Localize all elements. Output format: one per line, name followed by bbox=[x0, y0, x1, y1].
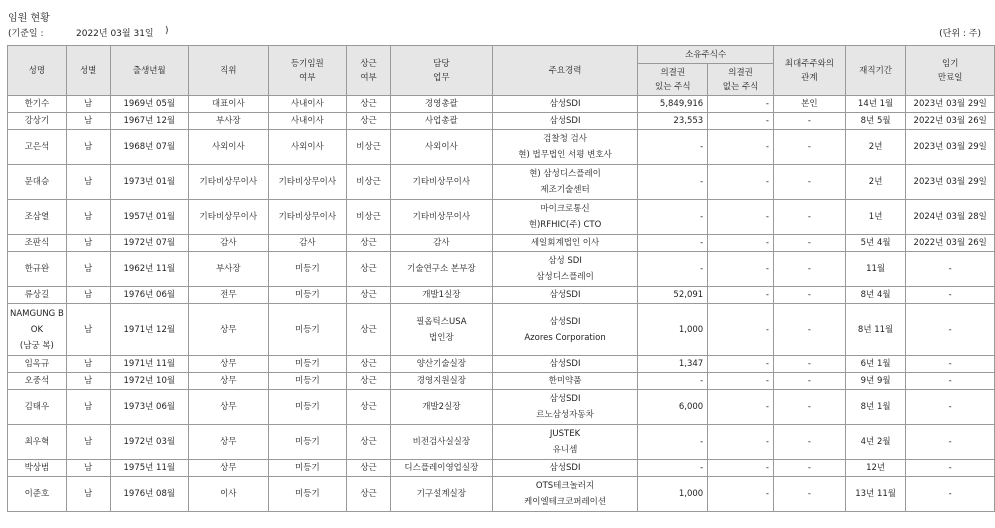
cell-registered: 미등기 bbox=[268, 477, 347, 512]
name-line: 임옥규 bbox=[24, 359, 50, 369]
career-line: 유니셈 bbox=[552, 445, 578, 455]
name-line: 한규완 bbox=[24, 264, 50, 274]
cell-tenure: 9년 9월 bbox=[845, 373, 906, 390]
cell-term: 2023년 03월 29일 bbox=[906, 165, 995, 200]
cell-registered: 기타비상무이사 bbox=[268, 165, 347, 200]
cell-nonvoting: - bbox=[708, 287, 774, 304]
cell-gender: 남 bbox=[66, 130, 110, 165]
header-term: 임기 만료일 bbox=[906, 46, 995, 96]
cell-fulltime: 상근 bbox=[347, 304, 391, 356]
cell-relation: - bbox=[773, 477, 845, 512]
header-nonvoting: 의결권 없는 주식 bbox=[708, 64, 774, 96]
cell-gender: 남 bbox=[66, 96, 110, 113]
cell-name bbox=[8, 252, 67, 287]
cell-position: 상무 bbox=[189, 390, 268, 425]
cell-tenure: 8년 11월 bbox=[845, 304, 906, 356]
header-name: 성명 bbox=[8, 46, 67, 96]
cell-position: 상무 bbox=[189, 356, 268, 373]
duty-line: 경영지원실장 bbox=[416, 376, 466, 386]
duty-line: 기타비상무이사 bbox=[412, 177, 471, 187]
header-gender: 성별 bbox=[66, 46, 110, 96]
cell-nonvoting: - bbox=[708, 373, 774, 390]
cell-name bbox=[8, 96, 67, 113]
header-voting: 의결권 있는 주식 bbox=[638, 64, 708, 96]
cell-career bbox=[492, 165, 638, 200]
cell-position: 감사 bbox=[189, 235, 268, 252]
cell-registered: 사외이사 bbox=[268, 130, 347, 165]
cell-voting: 52,091 bbox=[638, 287, 708, 304]
cell-birth: 1973년 06월 bbox=[110, 390, 189, 425]
cell-fulltime: 상근 bbox=[347, 235, 391, 252]
cell-fulltime: 상근 bbox=[347, 287, 391, 304]
cell-tenure: 14년 1월 bbox=[845, 96, 906, 113]
cell-term: - bbox=[906, 390, 995, 425]
cell-tenure: 2년 bbox=[845, 130, 906, 165]
cell-duty bbox=[390, 165, 492, 200]
cell-tenure: 1년 bbox=[845, 200, 906, 235]
name-line: 고은석 bbox=[24, 142, 50, 152]
cell-gender: 남 bbox=[66, 425, 110, 460]
cell-registered: 사내이사 bbox=[268, 96, 347, 113]
cell-term: 2023년 03월 29일 bbox=[906, 96, 995, 113]
career-line: 현) 삼성디스플레이 bbox=[529, 169, 601, 179]
cell-gender: 남 bbox=[66, 252, 110, 287]
cell-relation: - bbox=[773, 390, 845, 425]
cell-nonvoting: - bbox=[708, 96, 774, 113]
career-line: 검찰청 검사 bbox=[543, 134, 587, 144]
cell-birth: 1973년 01월 bbox=[110, 165, 189, 200]
cell-registered: 미등기 bbox=[268, 252, 347, 287]
cell-position: 상무 bbox=[189, 460, 268, 477]
name-line: (남궁 복) bbox=[19, 340, 54, 351]
cell-registered: 미등기 bbox=[268, 373, 347, 390]
table-row bbox=[8, 460, 995, 477]
table-row bbox=[8, 425, 995, 460]
cell-tenure: 2년 bbox=[845, 165, 906, 200]
duty-line: 기타비상무이사 bbox=[412, 212, 471, 222]
header-career: 주요경력 bbox=[492, 46, 638, 96]
career-line: Azores Corporation bbox=[524, 332, 606, 343]
cell-nonvoting: - bbox=[708, 304, 774, 356]
cell-duty bbox=[390, 113, 492, 130]
cell-term: 2022년 03월 26일 bbox=[906, 113, 995, 130]
cell-tenure: 13년 11월 bbox=[845, 477, 906, 512]
table-row bbox=[8, 477, 995, 512]
career-line: 제조기술센터 bbox=[540, 185, 590, 195]
cell-term: - bbox=[906, 373, 995, 390]
cell-nonvoting: - bbox=[708, 200, 774, 235]
career-line: 케이엘테크코퍼레이션 bbox=[523, 497, 607, 507]
cell-gender: 남 bbox=[66, 390, 110, 425]
career-line: OTS테크놀러지 bbox=[535, 481, 595, 491]
cell-relation: - bbox=[773, 252, 845, 287]
cell-duty bbox=[390, 356, 492, 373]
header-tenure: 재직기간 bbox=[845, 46, 906, 96]
cell-duty bbox=[390, 130, 492, 165]
cell-voting: 6,000 bbox=[638, 390, 708, 425]
cell-duty bbox=[390, 235, 492, 252]
name-line: 오중석 bbox=[24, 376, 50, 386]
career-line: 삼성SDI bbox=[549, 316, 581, 327]
name-line: 강상기 bbox=[24, 116, 50, 126]
cell-position: 전무 bbox=[189, 287, 268, 304]
name-line: 김태우 bbox=[24, 402, 50, 412]
name-line: OK bbox=[30, 324, 44, 335]
cell-nonvoting: - bbox=[708, 130, 774, 165]
career-line: 마이크로통신 bbox=[540, 204, 590, 214]
cell-term: 2023년 03월 29일 bbox=[906, 130, 995, 165]
career-line: 현) 법무법인 서평 변호사 bbox=[518, 150, 612, 160]
cell-position: 기타비상무이사 bbox=[189, 200, 268, 235]
cell-voting: 1,000 bbox=[638, 477, 708, 512]
cell-gender: 남 bbox=[66, 200, 110, 235]
cell-voting: 5,849,916 bbox=[638, 96, 708, 113]
cell-fulltime: 비상근 bbox=[347, 130, 391, 165]
cell-career bbox=[492, 200, 638, 235]
cell-relation: - bbox=[773, 460, 845, 477]
cell-duty bbox=[390, 96, 492, 113]
cell-duty bbox=[390, 287, 492, 304]
cell-birth: 1971년 12월 bbox=[110, 304, 189, 356]
cell-gender: 남 bbox=[66, 373, 110, 390]
cell-name bbox=[8, 477, 67, 512]
cell-birth: 1972년 07월 bbox=[110, 235, 189, 252]
cell-name bbox=[8, 460, 67, 477]
cell-term: - bbox=[906, 356, 995, 373]
cell-term: 2022년 03월 26일 bbox=[906, 235, 995, 252]
cell-relation: - bbox=[773, 200, 845, 235]
table-row bbox=[8, 356, 995, 373]
career-line: 현)RFHIC(주) CTO bbox=[528, 220, 602, 230]
unit-label: (단위 : 주) bbox=[939, 29, 981, 39]
duty-line: 개발2실장 bbox=[422, 402, 461, 412]
table-row bbox=[8, 304, 995, 356]
cell-career bbox=[492, 460, 638, 477]
table-row bbox=[8, 113, 995, 130]
cell-gender: 남 bbox=[66, 356, 110, 373]
cell-tenure: 6년 1월 bbox=[845, 356, 906, 373]
cell-fulltime: 상근 bbox=[347, 356, 391, 373]
cell-relation: - bbox=[773, 356, 845, 373]
cell-fulltime: 상근 bbox=[347, 390, 391, 425]
cell-fulltime: 비상근 bbox=[347, 200, 391, 235]
header-fulltime: 상근 여부 bbox=[347, 46, 391, 96]
career-line: 삼성SDI bbox=[549, 116, 581, 126]
cell-voting: - bbox=[638, 460, 708, 477]
cell-gender: 남 bbox=[66, 235, 110, 252]
cell-position: 부사장 bbox=[189, 252, 268, 287]
table-row bbox=[8, 252, 995, 287]
name-line: 이준호 bbox=[24, 489, 50, 499]
cell-registered: 미등기 bbox=[268, 425, 347, 460]
cell-name bbox=[8, 165, 67, 200]
cell-voting: - bbox=[638, 130, 708, 165]
cell-gender: 남 bbox=[66, 477, 110, 512]
cell-name bbox=[8, 113, 67, 130]
cell-name bbox=[8, 200, 67, 235]
cell-registered: 기타비상무이사 bbox=[268, 200, 347, 235]
table-row bbox=[8, 200, 995, 235]
duty-line: 감사 bbox=[433, 238, 450, 248]
cell-nonvoting: - bbox=[708, 113, 774, 130]
cell-voting: - bbox=[638, 200, 708, 235]
cell-relation: - bbox=[773, 130, 845, 165]
cell-position: 상무 bbox=[189, 425, 268, 460]
career-line: JUSTEK bbox=[549, 429, 581, 439]
cell-career bbox=[492, 425, 638, 460]
cell-duty bbox=[390, 390, 492, 425]
cell-nonvoting: - bbox=[708, 356, 774, 373]
cell-name bbox=[8, 373, 67, 390]
name-line: 한기수 bbox=[24, 99, 50, 109]
base-date-close: ) bbox=[165, 26, 169, 36]
cell-relation: - bbox=[773, 304, 845, 356]
cell-voting: 23,553 bbox=[638, 113, 708, 130]
cell-nonvoting: - bbox=[708, 460, 774, 477]
cell-nonvoting: - bbox=[708, 235, 774, 252]
cell-position: 상무 bbox=[189, 304, 268, 356]
name-line: 조삼열 bbox=[24, 212, 50, 222]
career-line: 삼성SDI bbox=[549, 290, 581, 300]
header-position: 직위 bbox=[189, 46, 268, 96]
cell-relation: - bbox=[773, 165, 845, 200]
header-birth: 출생년월 bbox=[110, 46, 189, 96]
cell-tenure: 5년 4월 bbox=[845, 235, 906, 252]
cell-duty bbox=[390, 252, 492, 287]
cell-registered: 감사 bbox=[268, 235, 347, 252]
cell-fulltime: 상근 bbox=[347, 425, 391, 460]
name-line: 박상범 bbox=[24, 463, 50, 473]
cell-birth: 1971년 11월 bbox=[110, 356, 189, 373]
cell-nonvoting: - bbox=[708, 390, 774, 425]
cell-name bbox=[8, 287, 67, 304]
cell-birth: 1972년 03월 bbox=[110, 425, 189, 460]
cell-voting: - bbox=[638, 165, 708, 200]
cell-gender: 남 bbox=[66, 165, 110, 200]
name-line: 문대승 bbox=[24, 177, 50, 187]
cell-position: 대표이사 bbox=[189, 96, 268, 113]
cell-fulltime: 상근 bbox=[347, 96, 391, 113]
cell-career bbox=[492, 113, 638, 130]
career-line: 삼성디스플레이 bbox=[536, 272, 594, 282]
cell-birth: 1976년 06월 bbox=[110, 287, 189, 304]
duty-line: 사업총괄 bbox=[424, 116, 458, 126]
cell-fulltime: 비상근 bbox=[347, 165, 391, 200]
cell-duty bbox=[390, 460, 492, 477]
cell-term: - bbox=[906, 425, 995, 460]
page-title: 임원 현황 bbox=[8, 13, 50, 24]
cell-term: - bbox=[906, 460, 995, 477]
cell-fulltime: 상근 bbox=[347, 373, 391, 390]
cell-name bbox=[8, 130, 67, 165]
cell-career bbox=[492, 477, 638, 512]
career-line: 삼성SDI bbox=[549, 359, 581, 369]
header-relation: 최대주주와의 관계 bbox=[773, 46, 845, 96]
career-line: 삼성SDI bbox=[549, 99, 581, 109]
cell-relation: - bbox=[773, 235, 845, 252]
cell-registered: 미등기 bbox=[268, 356, 347, 373]
career-line: 르노삼성자동차 bbox=[536, 410, 594, 420]
cell-career bbox=[492, 390, 638, 425]
name-line: 조판식 bbox=[24, 238, 50, 248]
duty-line: 기술연구소 본부장 bbox=[407, 264, 476, 274]
cell-duty bbox=[390, 425, 492, 460]
cell-term: - bbox=[906, 252, 995, 287]
cell-gender: 남 bbox=[66, 287, 110, 304]
base-date-label: (기준일 : bbox=[8, 29, 44, 39]
cell-career bbox=[492, 287, 638, 304]
cell-nonvoting: - bbox=[708, 165, 774, 200]
career-line: 삼성SDI bbox=[549, 463, 581, 473]
table-row bbox=[8, 96, 995, 113]
cell-birth: 1972년 10월 bbox=[110, 373, 189, 390]
base-date bbox=[8, 26, 169, 39]
cell-voting: - bbox=[638, 252, 708, 287]
cell-relation: - bbox=[773, 373, 845, 390]
cell-career bbox=[492, 373, 638, 390]
base-date-value: 2022년 03월 31일 bbox=[76, 29, 154, 39]
cell-tenure: 8년 5월 bbox=[845, 113, 906, 130]
table-row bbox=[8, 235, 995, 252]
cell-relation: 본인 bbox=[773, 96, 845, 113]
cell-voting: - bbox=[638, 235, 708, 252]
cell-position: 부사장 bbox=[189, 113, 268, 130]
table-row bbox=[8, 390, 995, 425]
cell-nonvoting: - bbox=[708, 477, 774, 512]
cell-career bbox=[492, 304, 638, 356]
name-line: 류상길 bbox=[24, 290, 50, 300]
cell-position: 기타비상무이사 bbox=[189, 165, 268, 200]
cell-career bbox=[492, 252, 638, 287]
cell-nonvoting: - bbox=[708, 252, 774, 287]
cell-registered: 미등기 bbox=[268, 287, 347, 304]
cell-voting: 1,000 bbox=[638, 304, 708, 356]
cell-nonvoting: - bbox=[708, 425, 774, 460]
cell-tenure: 8년 4월 bbox=[845, 287, 906, 304]
table-row bbox=[8, 287, 995, 304]
header-shares-group: 소유주식수 bbox=[638, 46, 774, 64]
cell-tenure: 8년 1월 bbox=[845, 390, 906, 425]
cell-fulltime: 상근 bbox=[347, 460, 391, 477]
cell-registered: 미등기 bbox=[268, 390, 347, 425]
cell-duty bbox=[390, 477, 492, 512]
duty-line: 양산기술실장 bbox=[416, 359, 466, 369]
duty-line: 개발1실장 bbox=[422, 290, 461, 300]
cell-birth: 1968년 07월 bbox=[110, 130, 189, 165]
table-body bbox=[8, 96, 995, 512]
duty-line: 기구설계실장 bbox=[416, 489, 466, 499]
cell-name bbox=[8, 390, 67, 425]
cell-career bbox=[492, 356, 638, 373]
cell-tenure: 12년 bbox=[845, 460, 906, 477]
cell-career bbox=[492, 235, 638, 252]
cell-gender: 남 bbox=[66, 460, 110, 477]
table-row bbox=[8, 130, 995, 165]
cell-term: - bbox=[906, 287, 995, 304]
cell-voting: 1,347 bbox=[638, 356, 708, 373]
cell-relation: - bbox=[773, 113, 845, 130]
career-line: 세일회계법인 이사 bbox=[530, 238, 600, 248]
cell-birth: 1967년 12월 bbox=[110, 113, 189, 130]
cell-tenure: 4년 2월 bbox=[845, 425, 906, 460]
table-row bbox=[8, 373, 995, 390]
cell-birth: 1957년 01월 bbox=[110, 200, 189, 235]
cell-voting: - bbox=[638, 373, 708, 390]
duty-line: 경영총괄 bbox=[424, 99, 458, 109]
cell-fulltime: 상근 bbox=[347, 252, 391, 287]
cell-duty bbox=[390, 304, 492, 356]
cell-gender: 남 bbox=[66, 304, 110, 356]
header-registered: 등기임원 여부 bbox=[268, 46, 347, 96]
career-line: 삼성 SDI bbox=[548, 256, 582, 266]
cell-registered: 미등기 bbox=[268, 304, 347, 356]
duty-line: 비전검사실실장 bbox=[412, 437, 471, 447]
cell-birth: 1969년 05월 bbox=[110, 96, 189, 113]
duty-line: 사외이사 bbox=[424, 142, 458, 152]
duty-line: 필옵틱스USA bbox=[416, 316, 467, 327]
cell-registered: 사내이사 bbox=[268, 113, 347, 130]
cell-duty bbox=[390, 373, 492, 390]
cell-career bbox=[492, 96, 638, 113]
cell-fulltime: 상근 bbox=[347, 113, 391, 130]
cell-name bbox=[8, 425, 67, 460]
cell-relation: - bbox=[773, 287, 845, 304]
cell-fulltime: 상근 bbox=[347, 477, 391, 512]
cell-position: 사외이사 bbox=[189, 130, 268, 165]
executive-table bbox=[7, 45, 995, 512]
career-line: 삼성SDI bbox=[549, 394, 581, 404]
cell-birth: 1962년 11월 bbox=[110, 252, 189, 287]
table-row bbox=[8, 165, 995, 200]
cell-tenure: 11월 bbox=[845, 252, 906, 287]
cell-position: 이사 bbox=[189, 477, 268, 512]
cell-birth: 1976년 08월 bbox=[110, 477, 189, 512]
cell-career bbox=[492, 130, 638, 165]
duty-line: 법인장 bbox=[429, 332, 454, 343]
name-line: 최우혁 bbox=[24, 437, 50, 447]
name-line: NAMGUNG B bbox=[10, 308, 64, 319]
cell-name bbox=[8, 356, 67, 373]
cell-term: 2024년 03월 28일 bbox=[906, 200, 995, 235]
duty-line: 디스플레이영업실장 bbox=[404, 463, 479, 473]
cell-term: - bbox=[906, 304, 995, 356]
cell-relation: - bbox=[773, 425, 845, 460]
cell-position: 상무 bbox=[189, 373, 268, 390]
header-duty: 담당 업무 bbox=[390, 46, 492, 96]
cell-birth: 1975년 11월 bbox=[110, 460, 189, 477]
cell-name bbox=[8, 235, 67, 252]
cell-gender: 남 bbox=[66, 113, 110, 130]
cell-name bbox=[8, 304, 67, 356]
cell-registered: 미등기 bbox=[268, 460, 347, 477]
cell-term: - bbox=[906, 477, 995, 512]
career-line: 한미약품 bbox=[548, 376, 582, 386]
cell-duty bbox=[390, 200, 492, 235]
cell-voting: - bbox=[638, 425, 708, 460]
